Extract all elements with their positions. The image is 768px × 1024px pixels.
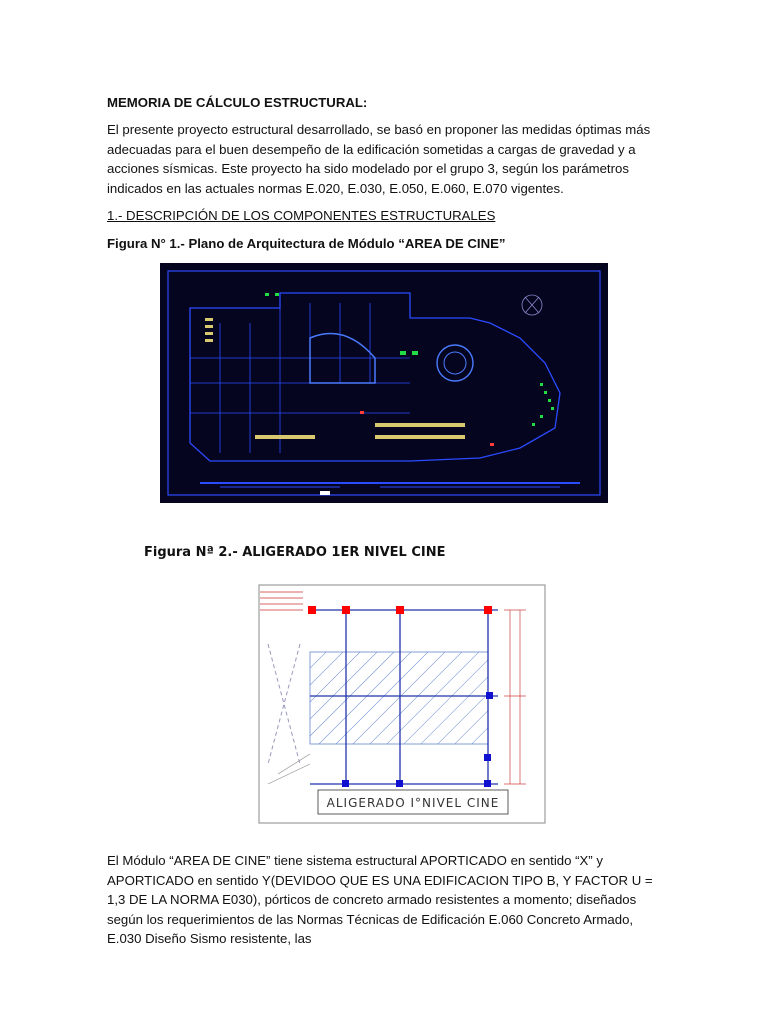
aligerado-drawing [258,584,546,824]
body-paragraph: El Módulo “AREA DE CINE” tiene sistema estructural APORTICADO en sentido “X” y APORTICADO en sentido Y(DEVIDOO QUE ES UNA EDIFICACION TIPO B, Y FACTOR U = 1,3 DE LA NORMA E030), pórticos de concreto armado resistentes a momento; diseñados según los requerimientos de las Normas Técnicas de Edificación E.060 Concreto Armado, E.030 Diseño Sismo resistente, las [107,853,653,946]
cad-plan-drawing [160,263,608,503]
document-heading: MEMORIA DE CÁLCULO ESTRUCTURAL: [107,95,368,110]
figure1-caption: Figura N° 1.- Plano de Arquitectura de Módulo “AREA DE CINE” [107,236,506,251]
figure2-aligerado-plan [258,584,546,824]
section-title: 1.- DESCRIPCIÓN DE LOS COMPONENTES ESTRUCTURALES [107,208,496,223]
intro-paragraph: El presente proyecto estructural desarrollado, se basó en proponer las medidas óptimas más adecuadas para el buen desempeño de la edificación sometidas a cargas de gravedad y a acciones sísmicas. Este proyecto ha sido modelado por el grupo 3, según los parámetros indicados en las actuales normas E.020, E.030, E.050, E.060, E.070 vigentes. [107,122,651,196]
aligerado-drawing-label: ALIGERADO I°NIVEL CINE [326,796,500,810]
figure2-caption: Figura Nª 2.- ALIGERADO 1ER NIVEL CINE [144,545,446,560]
figure1-cad-plan [160,263,608,503]
